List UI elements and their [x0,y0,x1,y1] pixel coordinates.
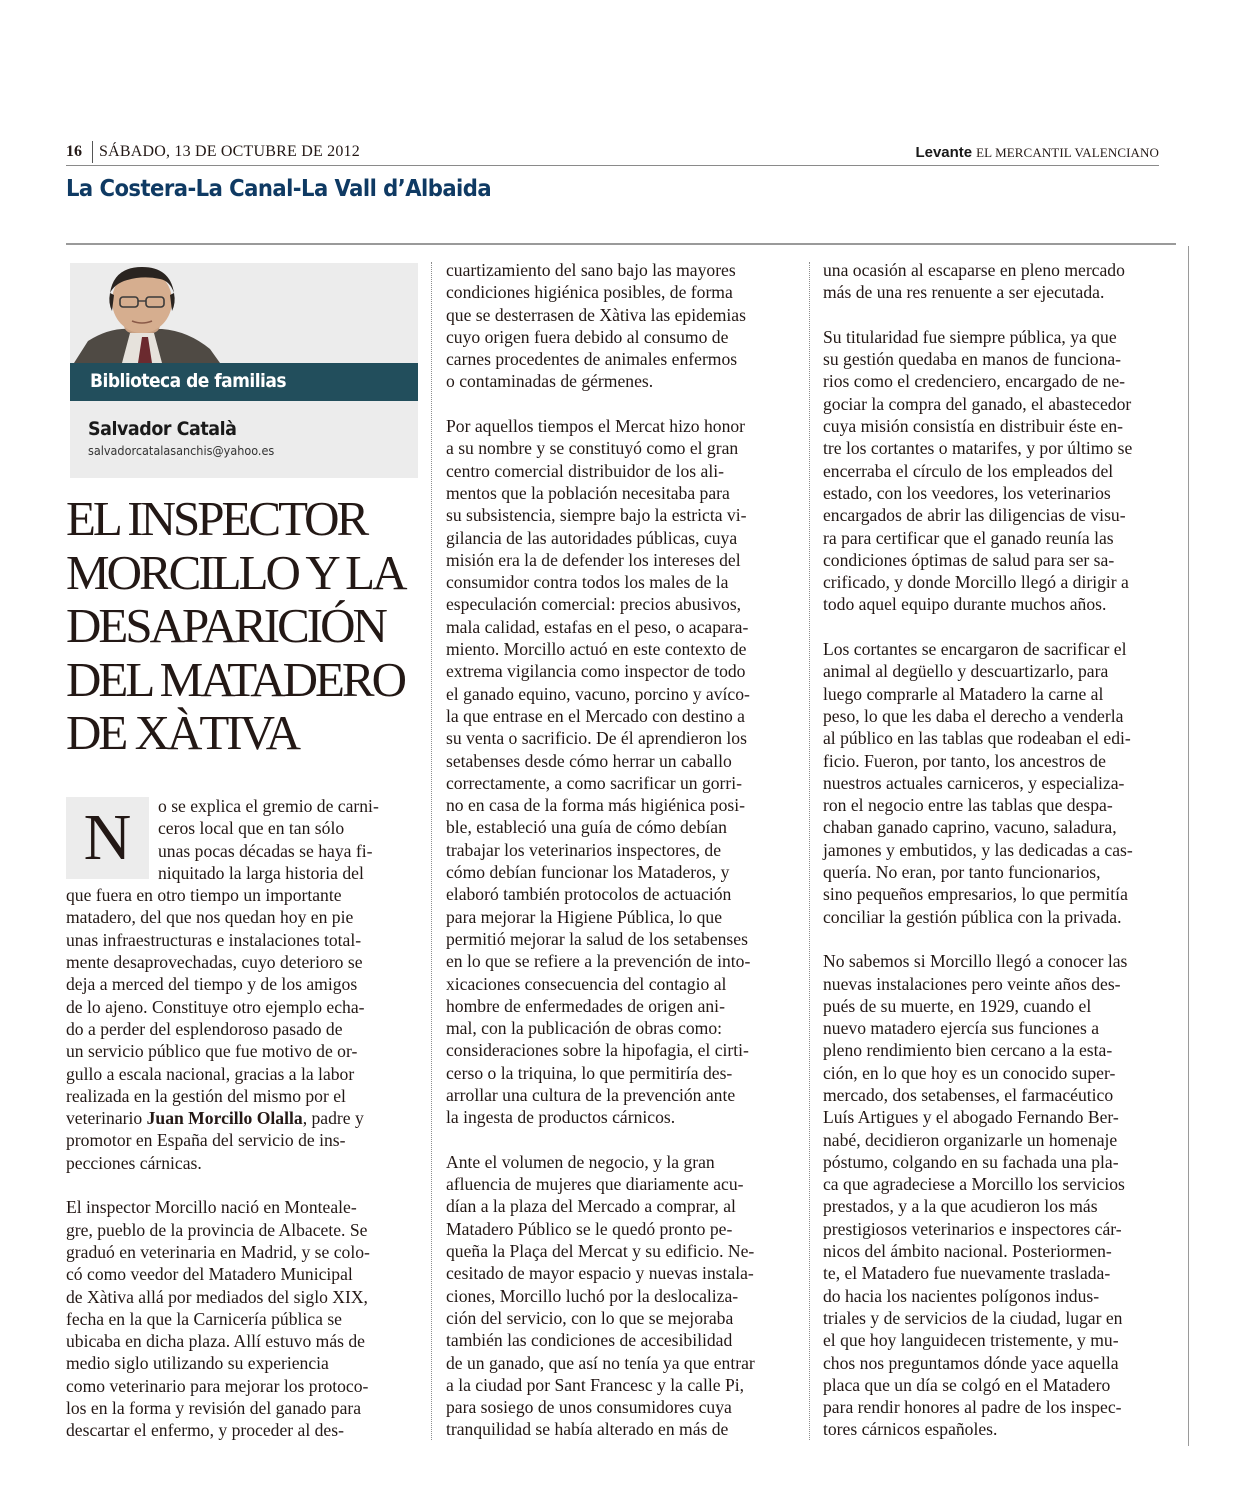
text-line: también las condiciones de accesibilidad [446,1330,733,1351]
content-top-rule [66,243,1176,245]
author-email-link[interactable]: salvadorcatalasanchis@yahoo.es [88,443,275,458]
issue-date: SÁBADO, 13 DE OCTUBRE DE 2012 [99,143,360,160]
text-line: Los cortantes se encargaron de sacrificar el [823,639,1127,660]
text-line: promotor en España del servicio de ins- [66,1130,346,1151]
text-line: ra para certificar que el ganado reunía las [823,527,1114,548]
text-line: cuartizamiento del sano bajo las mayores [446,260,736,280]
running-head [66,141,1159,167]
column-separator [431,262,432,1440]
text-fragment: , padre y [302,1108,364,1129]
text-line: tores cárnicos españoles. [823,1419,998,1440]
brand-logo: Levante [915,144,973,161]
text-line: de un ganado, que así no tenía ya que entrar [446,1352,755,1373]
text-line: fecha en la que la Carnicería pública se [66,1308,342,1329]
text-line: graduó en veterinaria en Madrid, y se colo- [66,1241,370,1262]
text-line: do a perder del esplendoroso pasado de [66,1018,343,1039]
text-line: queña la Plaça del Mercat y su edificio. Ne- [446,1241,755,1262]
text-line: ficio. Fueron, por tanto, los ancestros de [823,750,1106,771]
text-line: animal al degüello y descuartizarlo, para [823,661,1109,682]
headline-line: DE XÀTIVA [66,705,299,760]
paragraph-gap [823,616,1178,638]
text-line: rios como el credenciero, encargado de ne- [823,371,1126,392]
article-headline [66,492,436,760]
author-box [70,263,418,478]
person-name-bold: Juan Morcillo Olalla [146,1108,303,1129]
text-line: encargados de abrir las diligencias de visu- [823,505,1126,526]
text-line: condiciones óptimas de salud para ser sa- [823,549,1115,570]
text-line: que se desterrasen de Xàtiva las epidemias [446,304,746,325]
text-line: para rendir honores al padre de los inspec- [823,1397,1122,1418]
column-banner [70,363,418,401]
text-line: conciliar la gestión pública con la privada. [823,906,1122,927]
author-name: Salvador Català [88,418,237,440]
masthead-subtitle: EL MERCANTIL VALENCIANO [976,145,1159,160]
text-line: nicos del ámbito nacional. Posteriormen- [823,1241,1112,1262]
text-line: correctamente, a como sacrificar un gorri- [446,772,743,793]
text-line: el ganado equino, vacuno, porcino y avíco- [446,683,750,704]
text-line: do hacia los nacientes polígonos indus- [823,1285,1100,1306]
text-line: mente desaprovechadas, cuyo deterioro se [66,952,363,973]
text-line: crificado, y donde Morcillo llegó a dirigir a [823,572,1129,593]
text-line: ble, estableció una guía de cómo debían [446,817,727,838]
text-fragment: veterinario [66,1108,147,1129]
text-line: pués de su muerte, en 1929, cuando el [823,995,1092,1016]
text-line: cuya misión consistía en distribuir éste en- [823,416,1124,437]
text-line: Por aquellos tiempos el Mercat hizo honor [446,416,746,437]
text-line: póstumo, colgando en su fachada una pla- [823,1151,1119,1172]
header-divider [92,141,93,163]
text-line: más de una res renuente a ser ejecutada. [823,282,1105,303]
text-line: de Xàtiva allá por mediados del siglo XIX, [66,1286,368,1307]
paragraph-gap [446,1129,796,1151]
headline-line: MORCILLO Y LA [66,544,405,600]
text-line: una ocasión al escaparse en pleno mercado [823,260,1125,280]
text-line: mal, con la publicación de obras como: [446,1018,723,1039]
text-line: chos nos preguntamos dónde yace aquella [823,1352,1119,1373]
text-line: descartar el enfermo, y proceder al des- [66,1420,344,1441]
text-line: o se explica el gremio de carni- [158,796,379,816]
text-line: al público en las tablas que rodeaban el edi- [823,728,1131,749]
column-name: Biblioteca de familias [90,370,287,392]
text-line [66,1107,411,1129]
text-line: pecciones cárnicas. [66,1152,202,1173]
headline-line: DESAPARICIÓN [66,598,385,653]
text-line: afluencia de mujeres que diariamente acu- [446,1174,744,1195]
paragraph-gap [446,393,796,415]
drop-cap-letter: N [83,801,132,874]
text-line: su gestión quedaba en manos de funciona- [823,349,1122,370]
text-line: gre, pueblo de la provincia de Albacete. Se [66,1219,368,1240]
text-line: No sabemos si Morcillo llegó a conocer las [823,951,1128,972]
text-line: luego comprarle al Matadero la carne al [823,683,1104,704]
text-line: te, el Matadero fue nuevamente traslada- [823,1263,1111,1284]
text-line: xicaciones consecuencia del contagio al [446,973,727,994]
text-line: consideraciones sobre la hipofagia, el cirti- [446,1040,749,1061]
article-column-1 [66,795,411,1442]
text-line: quería. No eran, por tanto funcionarios, [823,862,1101,883]
text-line: dían a la plaza del Mercado a comprar, al [446,1196,736,1217]
text-line: o contaminadas de gérmenes. [446,371,654,392]
header-rule [66,165,1159,166]
text-line: especulación comercial: precios abusivos, [446,594,742,615]
text-line: de lo ajeno. Constituye otro ejemplo echa- [66,996,365,1017]
text-line: Su titularidad fue siempre pública, ya que [823,326,1117,347]
text-line: medio siglo utilizando su experiencia [66,1353,329,1374]
text-line: El inspector Morcillo nació en Monteale- [66,1197,357,1218]
text-line: unas pocas décadas se haya fi- [158,840,373,861]
text-line: los en la forma y revisión del ganado para [66,1398,362,1419]
text-line: placa que un día se colgó en el Matadero [823,1374,1111,1395]
text-line: prestados, y a la que acudieron los más [823,1196,1098,1217]
text-line: cómo debían funcionar los Mataderos, y [446,862,730,883]
text-line: Ante el volumen de negocio, y la gran [446,1151,715,1172]
text-line: niquitado la larga historia del [158,862,364,883]
text-line: su venta o sacrificio. De él aprendieron los [446,728,747,749]
text-line: mala calidad, estafas en el peso, o acapara- [446,616,749,637]
text-line: pleno rendimiento bien cercano a la esta- [823,1040,1113,1061]
text-line: para mejorar la Higiene Pública, lo que [446,906,723,927]
text-line: arrollar una cultura de la prevención ante [446,1084,736,1105]
section-title: La Costera-La Canal-La Vall d’Albaida [66,176,492,202]
paragraph-gap [823,304,1178,326]
article-column-2 [446,259,796,1441]
text-line: encerraba el círculo de los empleados del [823,460,1114,481]
text-line: estado, con los veedores, los veterinarios [823,482,1111,503]
text-line: ca que agradeciese a Morcillo los servicios [823,1174,1125,1195]
content-right-rule [1188,246,1189,1446]
page-number: 16 [66,143,82,160]
text-line: peso, lo que les daba el derecho a venderla [823,705,1124,726]
article-column-3 [823,259,1178,1441]
text-line: nabé, decidieron organizarle un homenaje [823,1129,1118,1150]
text-line: nuevo matadero ejercía sus funciones a [823,1018,1100,1039]
text-line: gilancia de las autoridades públicas, cuya [446,527,738,548]
text-line: todo aquel equipo durante muchos años. [823,594,1107,615]
text-line: la que entrase en el Mercado con destino a [446,705,745,726]
text-line: elaboró también protocolos de actuación [446,884,732,905]
column-separator [809,262,810,1440]
text-line: cesitado de mayor espacio y nuevas instala- [446,1263,754,1284]
text-line: prestigiosos veterinarios e inspectores cár- [823,1218,1122,1239]
text-line: a su nombre y se constituyó como el gran [446,438,739,459]
text-line: tre los cortantes o matarifes, y por último se [823,438,1133,459]
text-line: nuevas instalaciones pero veinte años des- [823,973,1121,994]
text-line: mentos que la población necesitaba para [446,482,730,503]
text-line: deja a merced del tiempo y de los amigos [66,974,358,995]
text-line: cerso o la triquina, lo que permitiría des- [446,1062,733,1083]
paragraph-gap [823,928,1178,950]
text-line: condiciones higiénica posibles, de forma [446,282,733,303]
text-line: chaban ganado caprino, vacuno, saladura, [823,817,1117,838]
author-portrait-icon [70,263,220,363]
text-line: Luís Artigues y el abogado Fernando Ber- [823,1107,1119,1128]
text-line: hombre de enfermedades de origen ani- [446,995,725,1016]
paragraph-gap [66,1174,411,1196]
text-line: el que hoy languidecen tristemente, y mu- [823,1330,1119,1351]
text-line: consumidor contra todos los males de la [446,572,729,593]
text-line: ceros local que en tan sólo [158,818,345,839]
text-line: sino pequeños empresarios, lo que permitía [823,884,1128,905]
newspaper-name [915,144,1159,162]
text-line: no en casa de la forma más higiénica posi- [446,795,745,816]
text-line: ubicaba en dicha plaza. Allí estuvo más de [66,1331,365,1352]
text-line: matadero, del que nos quedan hoy en pie [66,907,354,928]
text-line: extrema vigilancia como inspector de todo [446,661,746,682]
text-line: a la ciudad por Sant Francesc y la calle Pi, [446,1374,745,1395]
text-line: mercado, dos setabenses, el farmacéutico [823,1084,1114,1105]
text-line: la ingesta de productos cárnicos. [446,1107,676,1128]
text-line: un servicio público que fue motivo de or- [66,1041,358,1062]
text-line: cuyo origen fuera debido al consumo de [446,326,729,347]
text-line: como veterinario para mejorar los protoco- [66,1375,369,1396]
text-line: en lo que se refiere a la prevención de into- [446,951,751,972]
text-line: misión era la de defender los intereses del [446,549,741,570]
text-line: trabajar los veterinarios inspectores, de [446,839,722,860]
text-line: que fuera en otro tiempo un importante [66,885,342,906]
text-line: tranquilidad se había alterado en más de [446,1419,729,1440]
text-line: có como veedor del Matadero Municipal [66,1264,353,1285]
text-line: ción, en lo que hoy es un conocido super- [823,1062,1116,1083]
text-line: nuestros actuales carniceros, y especializa- [823,772,1125,793]
text-line: ron el negocio entre las tablas que despa- [823,795,1113,816]
text-line: gullo a escala nacional, gracias a la labor [66,1063,355,1084]
headline-line: DEL MATADERO [66,651,404,707]
text-line: permitió mejorar la salud de los setabenses [446,928,748,949]
text-line: carnes procedentes de animales enfermos [446,349,738,370]
text-line: Matadero Público se le quedó pronto pe- [446,1218,733,1239]
text-line: realizada en la gestión del mismo por el [66,1085,346,1106]
text-line: miento. Morcillo actuó en este contexto de [446,639,747,660]
text-line: triales y de servicios de la ciudad, lugar en [823,1307,1123,1328]
text-line: jamones y embutidos, y las dedicadas a cas- [823,839,1133,860]
text-line: ción del servicio, con lo que se mejoraba [446,1307,734,1328]
headline-line: EL INSPECTOR [66,491,367,546]
text-line: setabenses desde cómo herrar un caballo [446,750,732,771]
text-line: centro comercial distribuidor de los ali- [446,460,724,481]
text-line: gociar la compra del ganado, el abastecedor [823,393,1132,414]
text-line: su subsistencia, siempre bajo la estricta vi- [446,505,747,526]
text-line: para sosiego de unos consumidores cuya [446,1397,732,1418]
text-line: ciones, Morcillo luchó por la deslocaliza- [446,1285,739,1306]
text-line: unas infraestructuras e instalaciones total- [66,929,362,950]
